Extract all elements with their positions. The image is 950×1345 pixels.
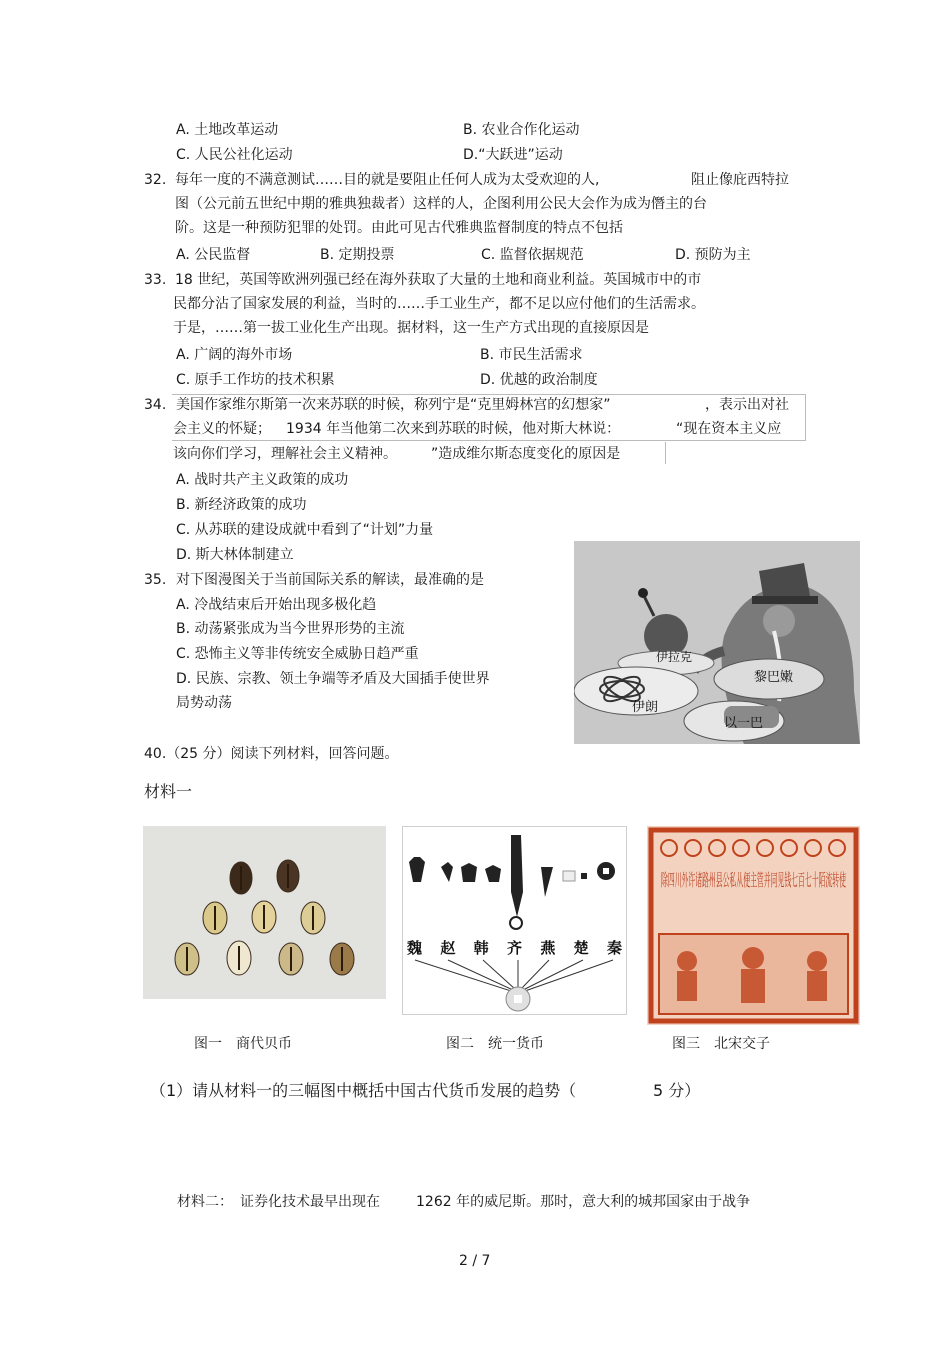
q34-option-a: A. 战时共产主义政策的成功 [176,472,349,488]
q35-stem: 对下图漫图关于当前国际关系的解读，最准确的是 [176,572,484,588]
q34-line2c: “现在资本主义应 [676,421,782,437]
fig2-state-label: 楚 [573,939,589,957]
q34-line1a: 美国作家维尔斯第一次来苏联的时候，称列宁是“克里姆林宫的幻想家” [176,397,611,413]
material2-b: 1262 年的威尼斯。那时，意大利的城邦国家由于战争 [416,1194,751,1210]
cartoon-label-2: 黎巴嫩 [754,670,794,685]
q34-option-c: C. 从苏联的建设成就中看到了“计划”力量 [176,522,434,538]
q32-option-b: B. 定期投票 [320,247,395,263]
shell-coins-drawing [143,826,386,999]
q33-line1: 18 世纪，英国等欧洲列强已经在海外获取了大量的土地和商业利益。英国城市中的市 [175,272,702,288]
fig2-caption: 图二 统一货币 [446,1036,544,1052]
fig2-state-label: 齐 [507,939,523,957]
q34-line1b: ，表示出对社 [705,397,789,413]
q35-option-d2: 局势动荡 [176,695,232,711]
q32-line3: 阶。这是一种预防犯罪的处罚。由此可见古代雅典监督制度的特点不包括 [175,220,623,236]
cartoon-label-1: 伊拉克 [656,650,693,664]
q33-line3: 于是，……第一拔工业化生产出现。据材料，这一生产方式出现的直接原因是 [173,320,649,336]
q33-option-d: D. 优越的政治制度 [480,372,598,388]
q33-option-a: A. 广阔的海外市场 [176,347,293,363]
fig2-states-row [407,939,622,957]
currency-drawing [403,827,626,1014]
q34-number: 34. [144,397,167,413]
q35-option-c: C. 恐怖主义等非传统安全威胁日趋严重 [176,646,419,662]
q34-line3a: 该向你们学习，理解社会主义精神。 [173,446,397,462]
q34-line3b: ”造成维尔斯态度变化的原因是 [431,446,621,462]
fig3-caption: 图三 北宋交子 [672,1036,770,1052]
fig2-state-label: 秦 [607,939,623,957]
q32-line2: 图（公元前五世纪中期的雅典独裁者）这样的人，企图利用公民大会作为成为僭主的台 [175,196,707,212]
jiaozi-text: 除四川外许诸路州县公私从便主管并同见钱七百七十陌流转使 [661,871,846,891]
q35-number: 35. [144,572,167,588]
fig2-state-label: 韩 [473,939,489,957]
q32-option-c: C. 监督依据规范 [481,247,584,263]
q31-option-a: A. 土地改革运动 [176,122,279,138]
cartoon-drawing [574,541,860,744]
fig1-shell-coins [143,826,386,999]
q34-line2a: 会主义的怀疑； [173,421,271,437]
q35-option-d1: D. 民族、宗教、领土争端等矛盾及大国插手使世界 [176,671,490,687]
fig2-state-label: 赵 [440,939,456,957]
q35-cartoon [574,541,860,744]
q32-line1b: 阻止像庇西特拉 [691,172,789,188]
cartoon-label-3: 伊朗 [632,700,659,715]
q34-option-b: B. 新经济政策的成功 [176,497,307,513]
q32-option-a: A. 公民监督 [176,247,251,263]
sub-question-1a: （1）请从材料一的三幅图中概括中国古代货币发展的趋势（ [150,1081,577,1100]
q32-number: 32. [144,172,167,188]
page-number: 2 / 7 [459,1253,491,1269]
q32-option-d: D. 预防为主 [675,247,751,263]
sub-question-1b: 5 分） [653,1081,701,1100]
material1-title: 材料一 [144,782,193,801]
q33-option-b: B. 市民生活需求 [480,347,583,363]
q35-option-a: A. 冷战结束后开始出现多极化趋 [176,597,377,613]
q40-intro: 40.（25 分）阅读下列材料，回答问题。 [144,746,399,762]
q33-number: 33. [144,272,167,288]
q32-line1a: 每年一度的不满意测试……目的就是要阻止任何人成为太受欢迎的人, [175,172,600,188]
q34-option-d: D. 斯大林体制建立 [176,547,294,563]
q34-line2b: 1934 年当他第二次来到苏联的时候，他对斯大林说： [286,421,621,437]
fig2-state-label: 燕 [540,939,556,957]
q31-option-b: B. 农业合作化运动 [463,122,580,138]
fig3-jiaozi [647,826,860,1025]
q31-option-c: C. 人民公社化运动 [176,147,293,163]
fig1-caption: 图一 商代贝币 [194,1036,292,1052]
q35-option-b: B. 动荡紧张成为当今世界形势的主流 [176,621,405,637]
jiaozi-drawing [647,826,860,1025]
material2-a: 材料二： 证券化技术最早出现在 [177,1194,380,1210]
q33-option-c: C. 原手工作坊的技术积累 [176,372,335,388]
q31-option-d: D.“大跃进”运动 [463,147,563,163]
fig2-unified-currency [402,826,627,1015]
q33-line2: 民都分沾了国家发展的利益，当时的……手工业生产，都不足以应付他们的生活需求。 [173,296,705,312]
fig2-state-label: 魏 [407,939,423,957]
cartoon-label-4: 以一巴 [724,716,764,731]
